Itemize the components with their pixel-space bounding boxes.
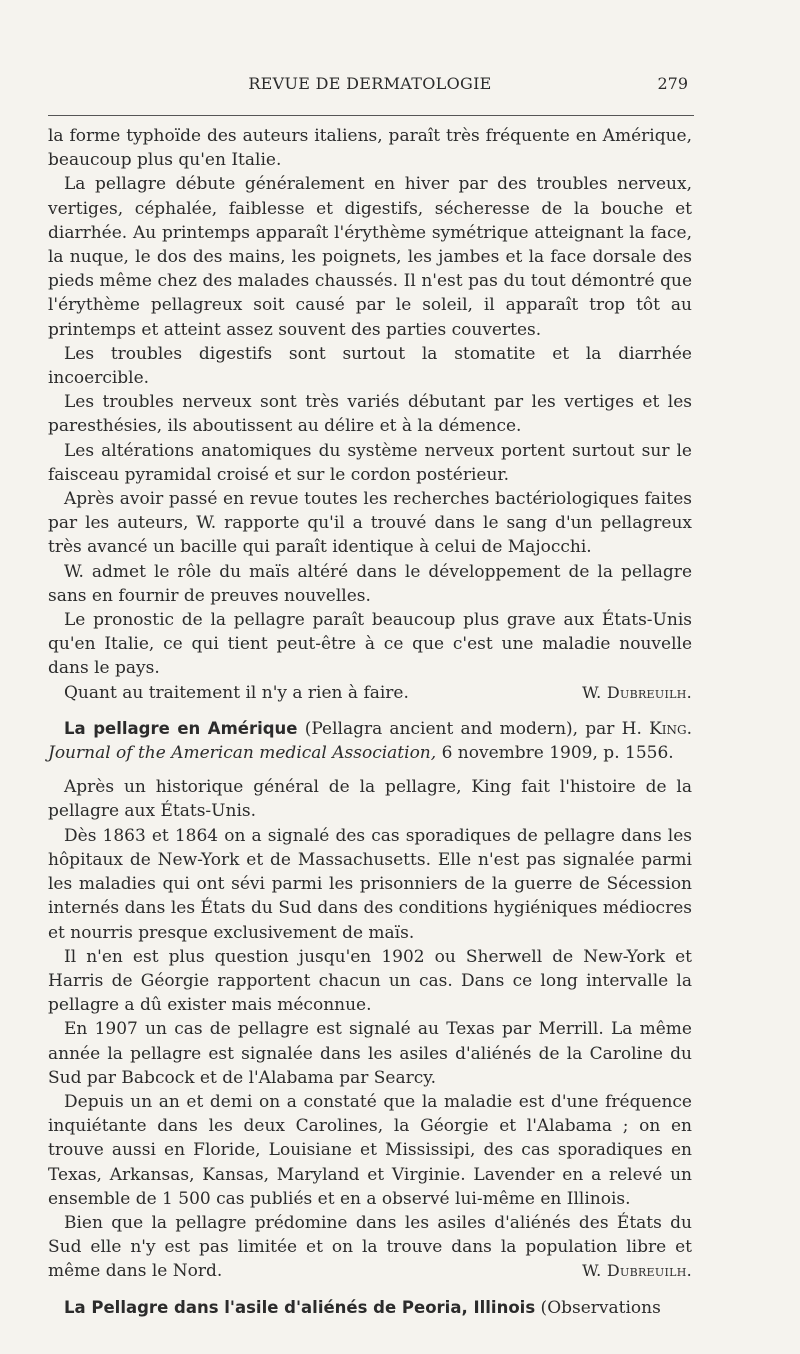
review-entry-heading (48, 1296, 692, 1320)
running-header (48, 74, 692, 100)
paragraph: Depuis un an et demi on a constaté que la maladie est d'une fréquence inquiétante dans les deux Carolines, la Géorgie et l'Alabama ; on en trouve aussi en Floride, Louisiane et Mississipi, des cas sporadiques en Texas, Arkansas, Kansas, Maryland et Virginie. Lavender en a relevé un ensemble de 1 500 cas publiés et en a observé lui-même en Illinois. (48, 1091, 692, 1209)
paragraph: Après avoir passé en revue toutes les recherches bactériologiques faites par les auteurs, W. rapporte qu'il a trouvé dans le sang d'un pellagreux très avancé un bacille qui paraît identique à celui de Majocchi. (48, 489, 692, 558)
entry-subtitle: (Pellagra ancient and modern), par H. (297, 718, 650, 739)
paragraph-text: Bien que la pellagre prédomine dans les asiles d'aliénés des États du Sud elle n'y est pas limitée et on la trouve dans la population libre et même dans le Nord. (48, 1212, 692, 1282)
paragraph: W. admet le rôle du maïs altéré dans le développement de la pellagre sans en fournir de preuves nouvelles. (48, 561, 692, 606)
header-rule (48, 115, 694, 116)
paragraph: Les troubles nerveux sont très variés débutant par les vertiges et les paresthésies, ils aboutissent au délire et à la démence. (48, 392, 692, 437)
entry-title: La Pellagre dans l'asile d'aliénés de Peoria, Illinois (64, 1297, 536, 1317)
paragraph: Les altérations anatomiques du système nerveux portent surtout sur le faisceau pyramidal croisé et sur le cordon postérieur. (48, 440, 692, 485)
page-number: 279 (657, 74, 688, 93)
paragraph-with-signature (48, 681, 692, 705)
citation-details: 6 novembre 1909, p. 1556. (436, 743, 674, 764)
paragraph: la forme typhoïde des auteurs italiens, paraît très fréquente en Amérique, beaucoup plus qu'en Italie. (48, 126, 692, 171)
journal-title: REVUE DE DERMATOLOGIE (248, 74, 492, 93)
article-body (48, 124, 692, 1320)
review-entry-heading (48, 717, 692, 765)
journal-name: Journal of the American medical Association, (48, 743, 437, 764)
paragraph-text: Quant au traitement il n'y a rien à faire. (64, 682, 409, 703)
paragraph: Dès 1863 et 1864 on a signalé des cas sporadiques de pellagre dans les hôpitaux de New-York et de Massachusetts. Elle n'est pas signalée parmi les maladies qui ont sévi parmi les prisonniers de la guerre de Sécession internés dans les États du Sud dans des conditions hygiéniques médiocres et nourris presque exclusivement de maïs. (48, 825, 692, 943)
paragraph: La pellagre débute généralement en hiver par des troubles nerveux, vertiges, céphalée, faiblesse et digestifs, sécheresse de la bouche et diarrhée. Au printemps apparaît l'érythème symétrique atteignant la face, la nuque, le dos des mains, les poignets, les jambes et la face dorsale des pieds même chez des malades chaussés. Il n'est pas du tout démontré que l'érythème pellagreux soit causé par le soleil, il apparaît trop tôt au printemps et atteint assez souvent des parties couvertes. (48, 174, 692, 340)
author-signature: W. Dubreuilh. (582, 1261, 692, 1281)
paragraph: En 1907 un cas de pellagre est signalé au Texas par Merrill. La même année la pellagre est signalée dans les asiles d'aliénés de la Caroline du Sud par Babcock et de l'Alabama par Searcy. (48, 1019, 692, 1088)
spacer (48, 765, 692, 775)
paragraph: Le pronostic de la pellagre paraît beaucoup plus grave aux États-Unis qu'en Italie, ce qui tient peut-être à ce que c'est une maladie nouvelle dans le pays. (48, 610, 692, 679)
entry-author: King. (649, 718, 692, 739)
paragraph-with-signature (48, 1211, 692, 1284)
entry-title: La pellagre en Amérique (64, 718, 298, 738)
entry-subtitle: (Observations (535, 1297, 661, 1318)
paragraph: Après un historique général de la pellagre, King fait l'histoire de la pellagre aux États-Unis. (48, 777, 692, 822)
author-signature: W. Dubreuilh. (582, 682, 692, 702)
paragraph: Les troubles digestifs sont surtout la stomatite et la diarrhée incoercible. (48, 343, 692, 389)
paragraph: Il n'en est plus question jusqu'en 1902 ou Sherwell de New-York et Harris de Géorgie rapportent chacun un cas. Dans ce long intervalle la pellagre a dû exister mais méconnue. (48, 946, 692, 1016)
